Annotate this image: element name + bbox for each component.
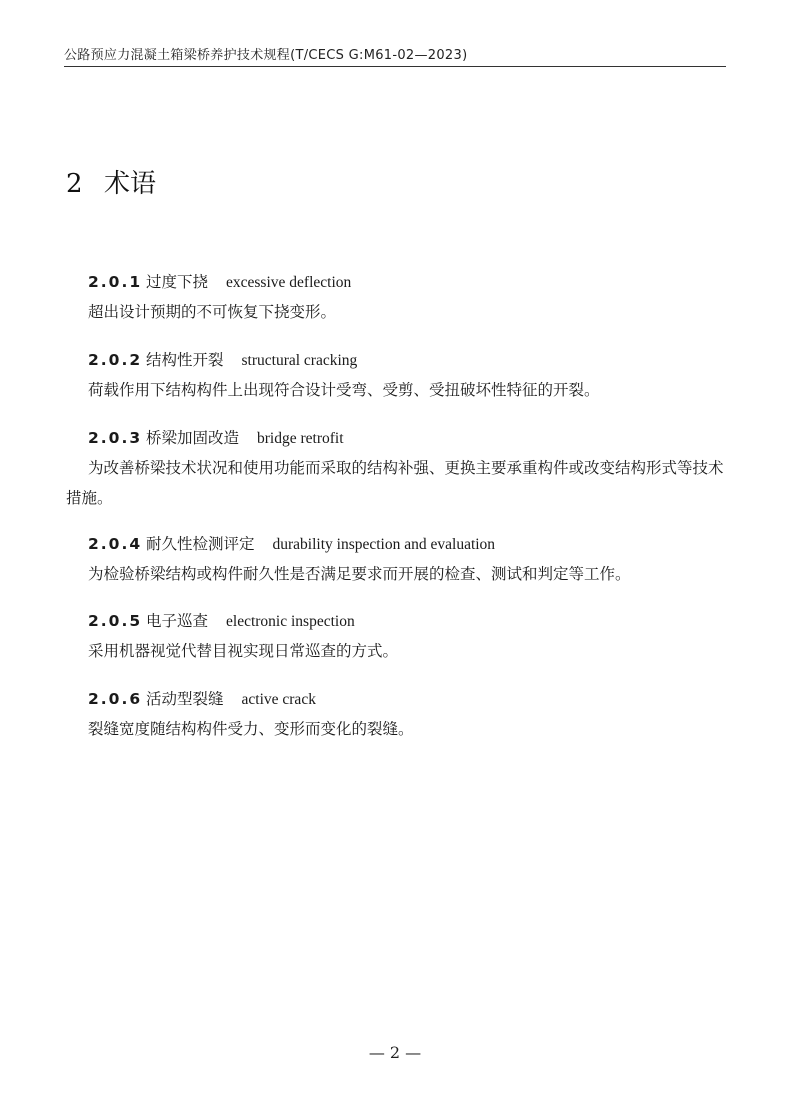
page-number: — 2 — bbox=[368, 1043, 422, 1062]
term-number: 2.0.1 bbox=[88, 273, 143, 291]
term-heading bbox=[88, 271, 738, 294]
running-header bbox=[64, 42, 726, 67]
term-english: durability inspection and evaluation bbox=[272, 536, 496, 553]
term-chinese: 耐久性检测评定 bbox=[146, 535, 255, 553]
term-number: 2.0.4 bbox=[88, 535, 143, 553]
term-definition: 为检验桥梁结构或构件耐久性是否满足要求而开展的检查、测试和判定等工作。 bbox=[88, 565, 631, 583]
term-heading bbox=[88, 688, 738, 711]
term-chinese: 结构性开裂 bbox=[146, 351, 224, 369]
term-number: 2.0.6 bbox=[88, 690, 143, 708]
chapter-number: 2 bbox=[66, 169, 83, 199]
running-header-title: 公路预应力混凝土箱梁桥养护技术规程(T/CECS G:M61-02—2023) bbox=[64, 48, 468, 63]
term-english: bridge retrofit bbox=[257, 430, 344, 447]
term-entry bbox=[88, 271, 738, 327]
term-entry bbox=[88, 533, 738, 589]
term-english: active crack bbox=[241, 691, 316, 708]
term-chinese: 桥梁加固改造 bbox=[146, 429, 240, 447]
term-chinese: 活动型裂缝 bbox=[146, 690, 224, 708]
term-chinese: 电子巡查 bbox=[146, 612, 209, 630]
term-entry bbox=[88, 688, 738, 744]
term-heading bbox=[88, 427, 738, 450]
term-definition: 裂缝宽度随结构构件受力、变形而变化的裂缝。 bbox=[88, 720, 414, 738]
term-chinese: 过度下挠 bbox=[146, 273, 209, 291]
term-entry bbox=[66, 427, 738, 513]
term-definition: 荷载作用下结构构件上出现符合设计受弯、受剪、受扭破坏性特征的开裂。 bbox=[88, 381, 600, 399]
term-english: structural cracking bbox=[241, 352, 358, 369]
term-english: electronic inspection bbox=[226, 613, 355, 630]
term-entry bbox=[88, 610, 738, 666]
term-definition: 为改善桥梁技术状况和使用功能而采取的结构补强、更换主要承重构件或改变结构形式等技术措施。 bbox=[66, 459, 724, 507]
chapter-title: 术语 bbox=[104, 169, 157, 199]
term-number: 2.0.2 bbox=[88, 351, 143, 369]
term-number: 2.0.3 bbox=[88, 429, 143, 447]
term-number: 2.0.5 bbox=[88, 612, 143, 630]
term-heading bbox=[88, 349, 738, 372]
term-entry bbox=[88, 349, 738, 405]
chapter-heading bbox=[66, 163, 156, 200]
term-definition: 采用机器视觉代替目视实现日常巡查的方式。 bbox=[88, 642, 399, 660]
term-english: excessive deflection bbox=[226, 274, 352, 291]
term-heading bbox=[88, 610, 738, 633]
term-heading bbox=[88, 533, 738, 556]
term-definition: 超出设计预期的不可恢复下挠变形。 bbox=[88, 303, 337, 321]
